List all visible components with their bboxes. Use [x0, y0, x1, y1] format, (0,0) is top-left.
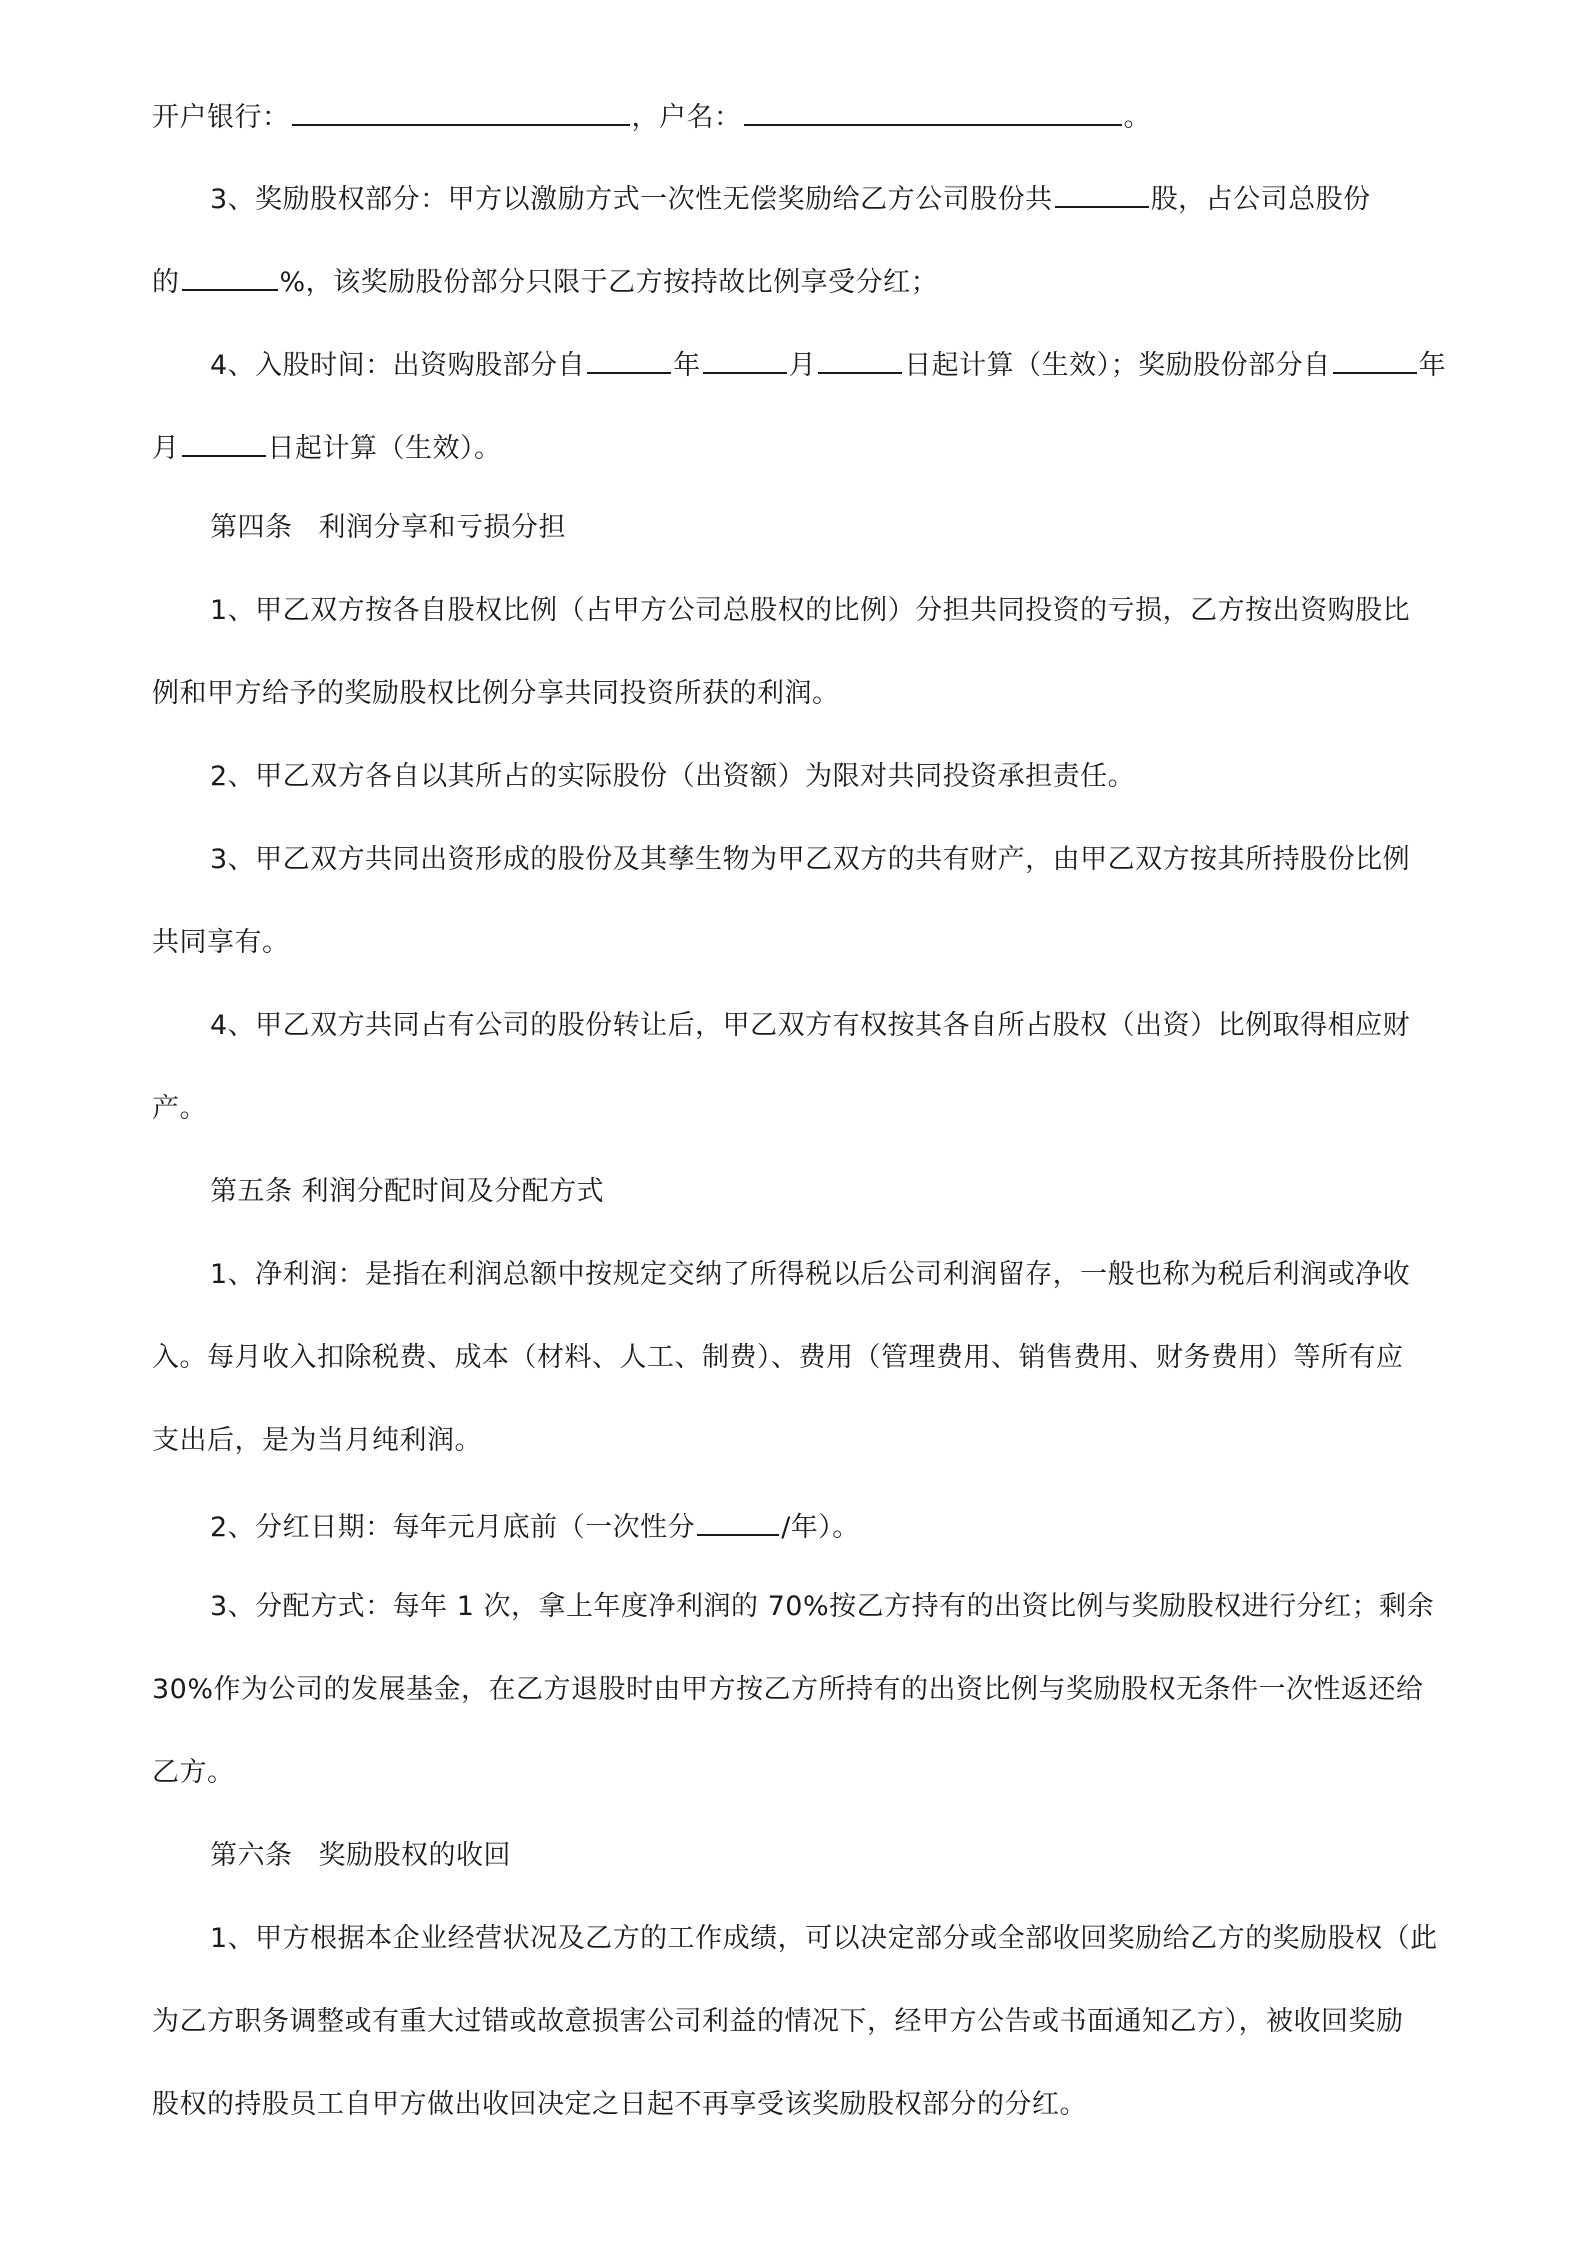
award-text-1a: 3、奖励股权部分：甲方以激励方式一次性无偿奖励给乙方公司股份共 — [210, 184, 1053, 215]
article4-title: 利润分享和亏损分担 — [318, 512, 566, 543]
entry-time-line-1 — [210, 342, 1446, 386]
bank-label: 开户银行： — [152, 102, 290, 133]
article5-heading: 第五条 利润分配时间及分配方式 — [210, 1176, 605, 1207]
entry-time-text-end: 日起计算（生效）。 — [267, 433, 502, 464]
article5-p2-text-a: 2、分红日期：每年元月底前（一次性分 — [210, 1512, 696, 1543]
article4-p2: 2、甲乙双方各自以其所占的实际股份（出资额）为限对共同投资承担责任。 — [210, 761, 1136, 792]
article4-p3-line2: 共同享有。 — [152, 927, 290, 958]
award-shares-blank[interactable] — [1055, 176, 1149, 208]
award-year-blank[interactable] — [1333, 342, 1417, 374]
article5-p2-text-b: /年）。 — [781, 1512, 860, 1543]
article4-p1-line1: 1、甲乙双方按各自股权比例（占甲方公司总股权的比例）分担共同投资的亏损，乙方按出资购股比 — [210, 595, 1411, 626]
entry-year-blank[interactable] — [587, 342, 671, 374]
article5-p3-line1: 3、分配方式：每年 1 次，拿上年度净利润的 70%按乙方持有的出资比例与奖励股权进行分红；剩余 — [210, 1591, 1435, 1622]
article5-p1-line2: 入。每月收入扣除税费、成本（材料、人工、制费）、费用（管理费用、销售费用、财务费用）等所有应 — [152, 1342, 1404, 1373]
account-name-label: ，户名： — [631, 102, 742, 133]
article6-p1-line3: 股权的持股员工自甲方做出收回决定之日起不再享受该奖励股权部分的分红。 — [152, 2089, 1087, 2120]
entry-month-label: 月 — [788, 350, 817, 381]
article4-p1-line2: 例和甲方给予的奖励股权比例分享共同投资所获的利润。 — [152, 678, 840, 709]
bank-name-blank[interactable] — [292, 94, 630, 126]
article6-p1-line1: 1、甲方根据本企业经营状况及乙方的工作成绩，可以决定部分或全部收回奖励给乙方的奖励股权（此 — [210, 1923, 1438, 1954]
entry-time-line-2 — [152, 425, 502, 469]
award-line-1 — [210, 176, 1371, 220]
article4-p4-line1: 4、甲乙双方共同占有公司的股份转让后，甲乙双方有权按其各自所占股权（出资）比例取得相应财 — [210, 1010, 1411, 1041]
dividend-times-blank[interactable] — [697, 1504, 779, 1536]
award-year-label: 年 — [1418, 350, 1447, 381]
article4-p4-line2: 产。 — [152, 1093, 207, 1124]
article4-number: 第四条 — [210, 512, 293, 543]
article5-p3-line2: 30%作为公司的发展基金，在乙方退股时由甲方按乙方所持有的出资比例与奖励股权无条件一次性返还给 — [152, 1674, 1424, 1705]
award-day-blank[interactable] — [182, 425, 266, 457]
article5-p3-line3: 乙方。 — [152, 1757, 235, 1788]
account-name-blank[interactable] — [744, 94, 1122, 126]
entry-time-text-a: 4、入股时间：出资购股部分自 — [210, 350, 586, 381]
entry-year-label: 年 — [673, 350, 701, 381]
article6-title: 奖励股权的收回 — [318, 1840, 511, 1871]
article6-heading — [210, 1836, 511, 1876]
entry-month-blank[interactable] — [703, 342, 787, 374]
award-text-2a: 的 — [152, 267, 180, 298]
award-line-2 — [152, 259, 938, 303]
award-percent-blank[interactable] — [182, 259, 278, 291]
article6-number: 第六条 — [210, 1840, 293, 1871]
article4-heading — [210, 508, 566, 548]
entry-time-text-b: 日起计算（生效）；奖励股份部分自 — [904, 350, 1331, 381]
award-text-2b: %，该奖励股份部分只限于乙方按持故比例享受分红； — [279, 267, 939, 298]
bank-line — [152, 94, 1151, 138]
article5-p2 — [210, 1504, 860, 1548]
bank-line-end: 。 — [1123, 102, 1151, 133]
award-month-label: 月 — [152, 433, 180, 464]
article4-p3-line1: 3、甲乙双方共同出资形成的股份及其孳生物为甲乙双方的共有财产，由甲乙双方按其所持股份比例 — [210, 844, 1411, 875]
award-text-1b: 股，占公司总股份 — [1150, 184, 1371, 215]
article5-p1-line3: 支出后，是为当月纯利润。 — [152, 1425, 482, 1456]
article5-p1-line1: 1、净利润：是指在利润总额中按规定交纳了所得税以后公司利润留存，一般也称为税后利润或净收 — [210, 1259, 1411, 1290]
entry-day-blank[interactable] — [818, 342, 902, 374]
article6-p1-line2: 为乙方职务调整或有重大过错或故意损害公司利益的情况下，经甲方公告或书面通知乙方），被收回奖励 — [152, 2006, 1404, 2037]
